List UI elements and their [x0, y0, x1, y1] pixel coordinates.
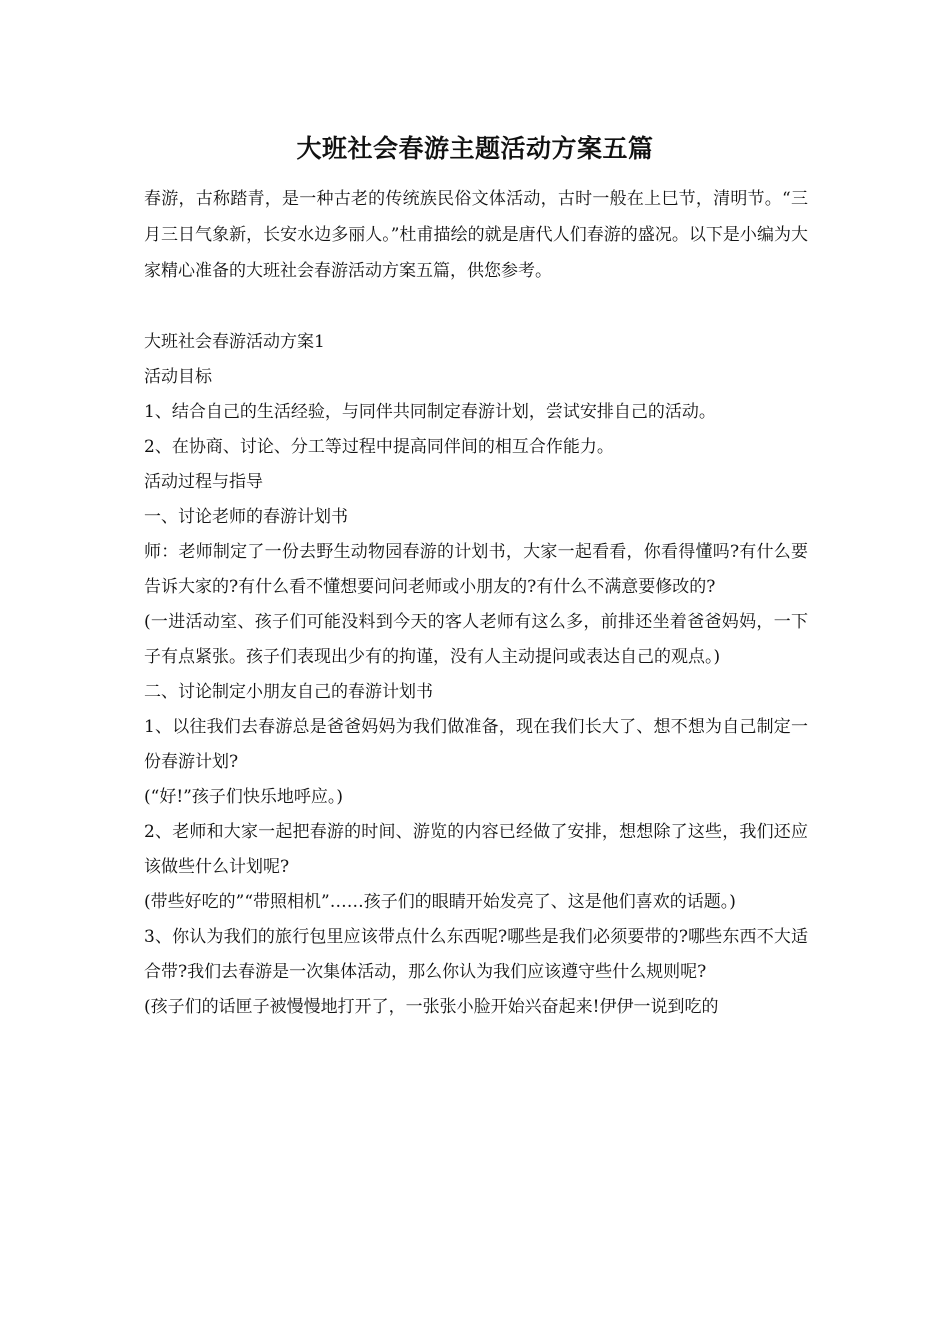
- paragraph: 2、老师和大家一起把春游的时间、游览的内容已经做了安排，想想除了这些，我们还应该做些什么计划呢?: [144, 822, 808, 877]
- paragraph: 3、你认为我们的旅行包里应该带点什么东西呢?哪些是我们必须要带的?哪些东西不大适合带?我们去春游是一次集体活动，那么你认为我们应该遵守些什么规则呢?: [144, 927, 808, 982]
- paragraph: (孩子们的话匣子被慢慢地打开了，一张张小脸开始兴奋起来!伊伊一说到吃的: [144, 997, 719, 1017]
- paragraph: 师：老师制定了一份去野生动物园春游的计划书，大家一起看看，你看得懂吗?有什么要告诉大家的?有什么看不懂想要问问老师或小朋友的?有什么不满意要修改的?: [144, 542, 808, 597]
- subheading-process: 活动过程与指导: [144, 472, 263, 492]
- subheading-goals: 活动目标: [144, 367, 212, 387]
- paragraph: (一进活动室、孩子们可能没料到今天的客人老师有这么多，前排还坐着爸爸妈妈，一下子有点紧张。孩子们表现出少有的拘谨，没有人主动提问或表达自己的观点。): [144, 612, 808, 667]
- paragraph: 二、讨论制定小朋友自己的春游计划书: [144, 682, 433, 702]
- paragraph: 2、在协商、讨论、分工等过程中提高同伴间的相互合作能力。: [144, 437, 614, 457]
- document-body: [144, 325, 808, 1025]
- intro-paragraph: 春游，古称踏青，是一种古老的传统族民俗文体活动，古时一般在上巳节，清明节。“三月三日气象新，长安水边多丽人。”杜甫描绘的就是唐代人们春游的盛况。以下是小编为大家精心准备的大班社会春游活动方案五篇，供您参考。: [144, 189, 808, 281]
- section-heading: 大班社会春游活动方案1: [144, 332, 325, 352]
- paragraph: (带些好吃的”“带照相机”……孩子们的眼睛开始发亮了、这是他们喜欢的话题。): [144, 892, 736, 912]
- paragraph: 1、结合自己的生活经验，与同伴共同制定春游计划，尝试安排自己的活动。: [144, 402, 716, 422]
- paragraph: 1、以往我们去春游总是爸爸妈妈为我们做准备，现在我们长大了、想不想为自己制定一份春游计划?: [144, 717, 808, 772]
- paragraph: (“好!”孩子们快乐地呼应。): [144, 787, 343, 807]
- document-title: 大班社会春游主题活动方案五篇: [296, 134, 654, 163]
- paragraph: 一、讨论老师的春游计划书: [144, 507, 348, 527]
